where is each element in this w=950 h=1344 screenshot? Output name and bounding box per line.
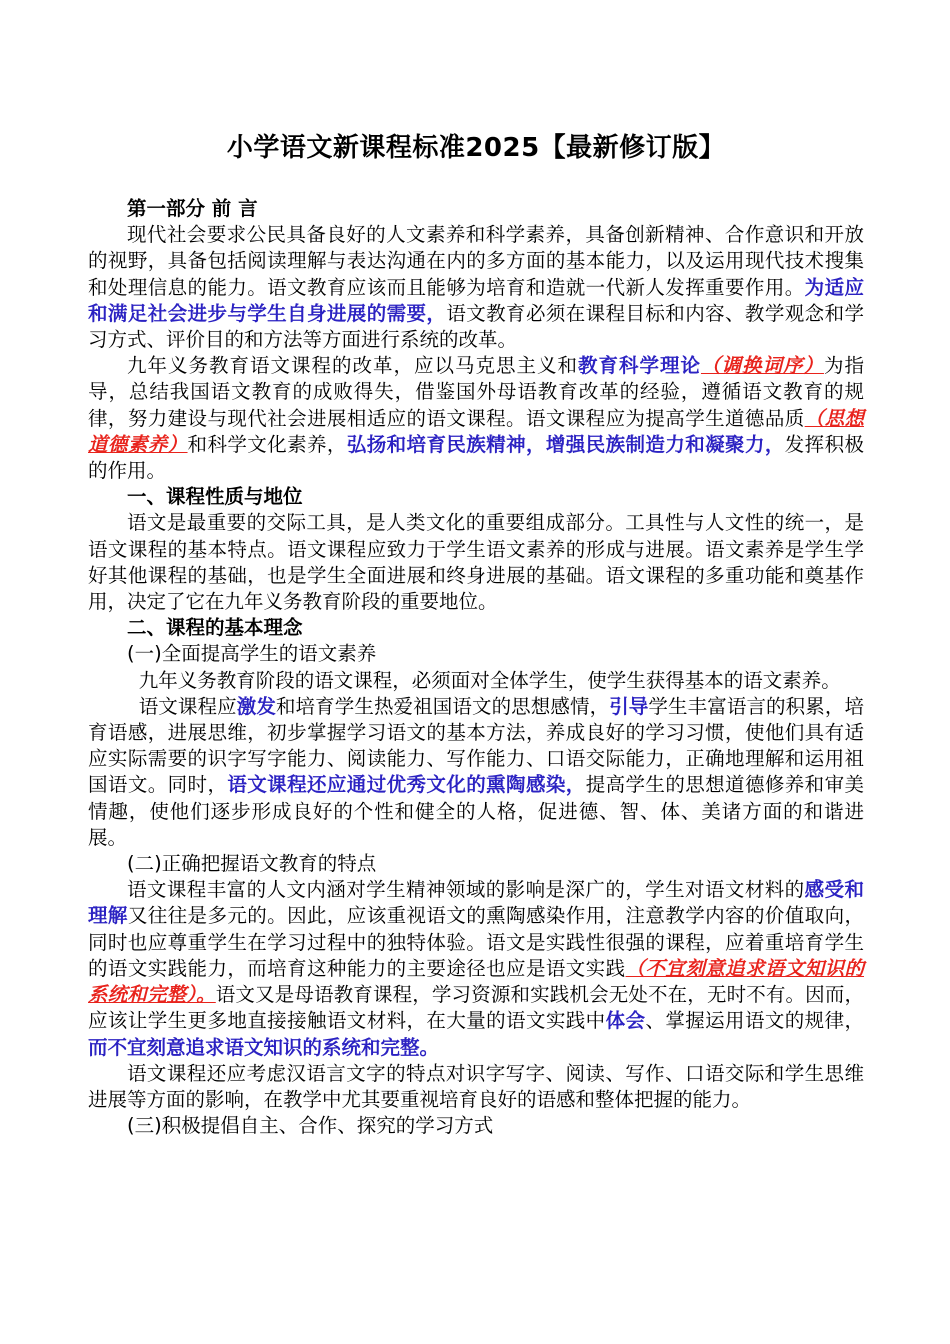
p6-text-g: 、掌握运用语文的规律， xyxy=(645,1009,864,1033)
p6-text-a: 语文课程丰富的人文内涵对学生精神领域的影响是深广的，学生对语文材料的 xyxy=(127,878,805,902)
p6-annotation: （不宜刻意追求语文知识的系统和完整）。 xyxy=(88,956,864,1007)
p5-text-e: 学生丰富语言的积累，培育语感，进展思维，初步掌握学习语文的基本方法，养成良好的学习习惯，使他们具有适应实际需要的识字写字能力、阅读能力、写作能力、口语交际能力，正确地理解和运用祖国语文。同时， xyxy=(88,694,864,797)
p6-emphasis-3: 而不宜刻意追求语文知识的系统和完整。 xyxy=(88,1035,440,1059)
p5-text-g: 提高学生的思想道德修养和审美情趣，使他们逐步形成良好的个性和健全的人格，促进德、智、体、美诸方面的和谐进展。 xyxy=(88,773,864,849)
p6-text-e: 语文又是母语教育课程，学习资源和实践机会无处不在，无时不有。因而，应该让学生更多地直接接触语文材料，在大量的语文实践中 xyxy=(88,983,864,1033)
p1-text-c: 语文教育必须在课程目标和内容、教学观念和学习方式、评价目的和方法等方面进行系统的改革。 xyxy=(88,301,864,352)
p2-text-f: 和科学文化素养， xyxy=(187,432,347,456)
p2-annotation-2: （思想道德素养） xyxy=(88,406,864,456)
document-body xyxy=(88,196,864,1139)
document-title: 小学语文新课程标准2025【最新修订版】 xyxy=(226,133,726,163)
p6-text-c: 又往往是多元的。因此，应该重视语文的熏陶感染作用，注意教学内容的价值取向，同时也应尊重学生在学习过程中的独特体验。语文是实践性很强的课程，应着重培育学生的语文实践能力，而培育这种能力的主要途径也应是语文实践 xyxy=(88,904,864,980)
paragraph-4: 九年义务教育阶段的语文课程，必须面对全体学生，使学生获得基本的语文素养。 xyxy=(138,668,841,692)
p2-emphasis-1: 教育科学理论 xyxy=(577,354,701,378)
part1-heading: 第一部分 前 言 xyxy=(127,197,258,220)
p1-emphasis: 为适应和满足社会进步与学生自身进展的需要， xyxy=(88,275,864,325)
p5-text-c: 和培育学生热爱祖国语文的思想感情， xyxy=(275,694,610,718)
subsection-3-heading: (三)积极提倡自主、合作、探究的学习方式 xyxy=(127,1114,494,1138)
paragraph-5 xyxy=(88,694,864,851)
p2-text-d: 为指导，总结我国语文教育的成败得失，借鉴国外母语教育改革的经验，遵循语文教育的规律，努力建设与现代社会进展相适应的语文课程。语文课程应为提高学生道德品质 xyxy=(88,354,864,430)
p1-text-a: 现代社会要求公民具备良好的人文素养和科学素养，具备创新精神、合作意识和开放的视野，具备包括阅读理解与表达沟通在内的多方面的基本能力，以及运用现代技术搜集和处理信息的能力。语文教育应该而且能够为培育和造就一代新人发挥重要作用。 xyxy=(88,223,864,299)
p2-annotation-1: （调换词序） xyxy=(700,354,824,378)
document-page xyxy=(88,128,864,1139)
subsection-1-heading: (一)全面提高学生的语文素养 xyxy=(127,642,377,666)
p5-emphasis-2: 引导 xyxy=(609,694,649,718)
subsection-2-heading: (二)正确把握语文教育的特点 xyxy=(127,852,377,876)
paragraph-1 xyxy=(88,222,864,353)
section-2-heading: 二、课程的基本理念 xyxy=(127,616,303,640)
paragraph-2 xyxy=(88,353,864,484)
paragraph-6 xyxy=(88,877,864,1060)
p5-emphasis-1: 激发 xyxy=(236,694,276,718)
p6-emphasis-2: 体会 xyxy=(605,1009,646,1033)
section-1-heading: 一、课程性质与地位 xyxy=(127,485,303,509)
p2-text-h: 发挥积极的作用。 xyxy=(88,432,864,483)
p2-text-a: 九年义务教育语文课程的改革，应以马克思主义和 xyxy=(127,354,578,378)
paragraph-7: 语文课程还应考虑汉语言文字的特点对识字写字、阅读、写作、口语交际和学生思维进展等方面的影响，在教学中尤其要重视培育良好的语感和整体把握的能力。 xyxy=(88,1061,864,1111)
p6-emphasis-1: 感受和理解 xyxy=(88,878,864,928)
p5-emphasis-3: 语文课程还应通过优秀文化的熏陶感染， xyxy=(227,773,586,797)
paragraph-3: 语文是最重要的交际工具，是人类文化的重要组成部分。工具性与人文性的统一，是语文课程的基本特点。语文课程应致力于学生语文素养的形成与进展。语文素养是学生学好其他课程的基础，也是学生全面进展和终身进展的基础。语文课程的多重功能和奠基作用，决定了它在九年义务教育阶段的重要地位。 xyxy=(88,511,864,614)
p5-text-a: 语文课程应 xyxy=(138,694,237,718)
p2-emphasis-2: 弘扬和培育民族精神，增强民族制造力和凝聚力， xyxy=(346,432,785,456)
